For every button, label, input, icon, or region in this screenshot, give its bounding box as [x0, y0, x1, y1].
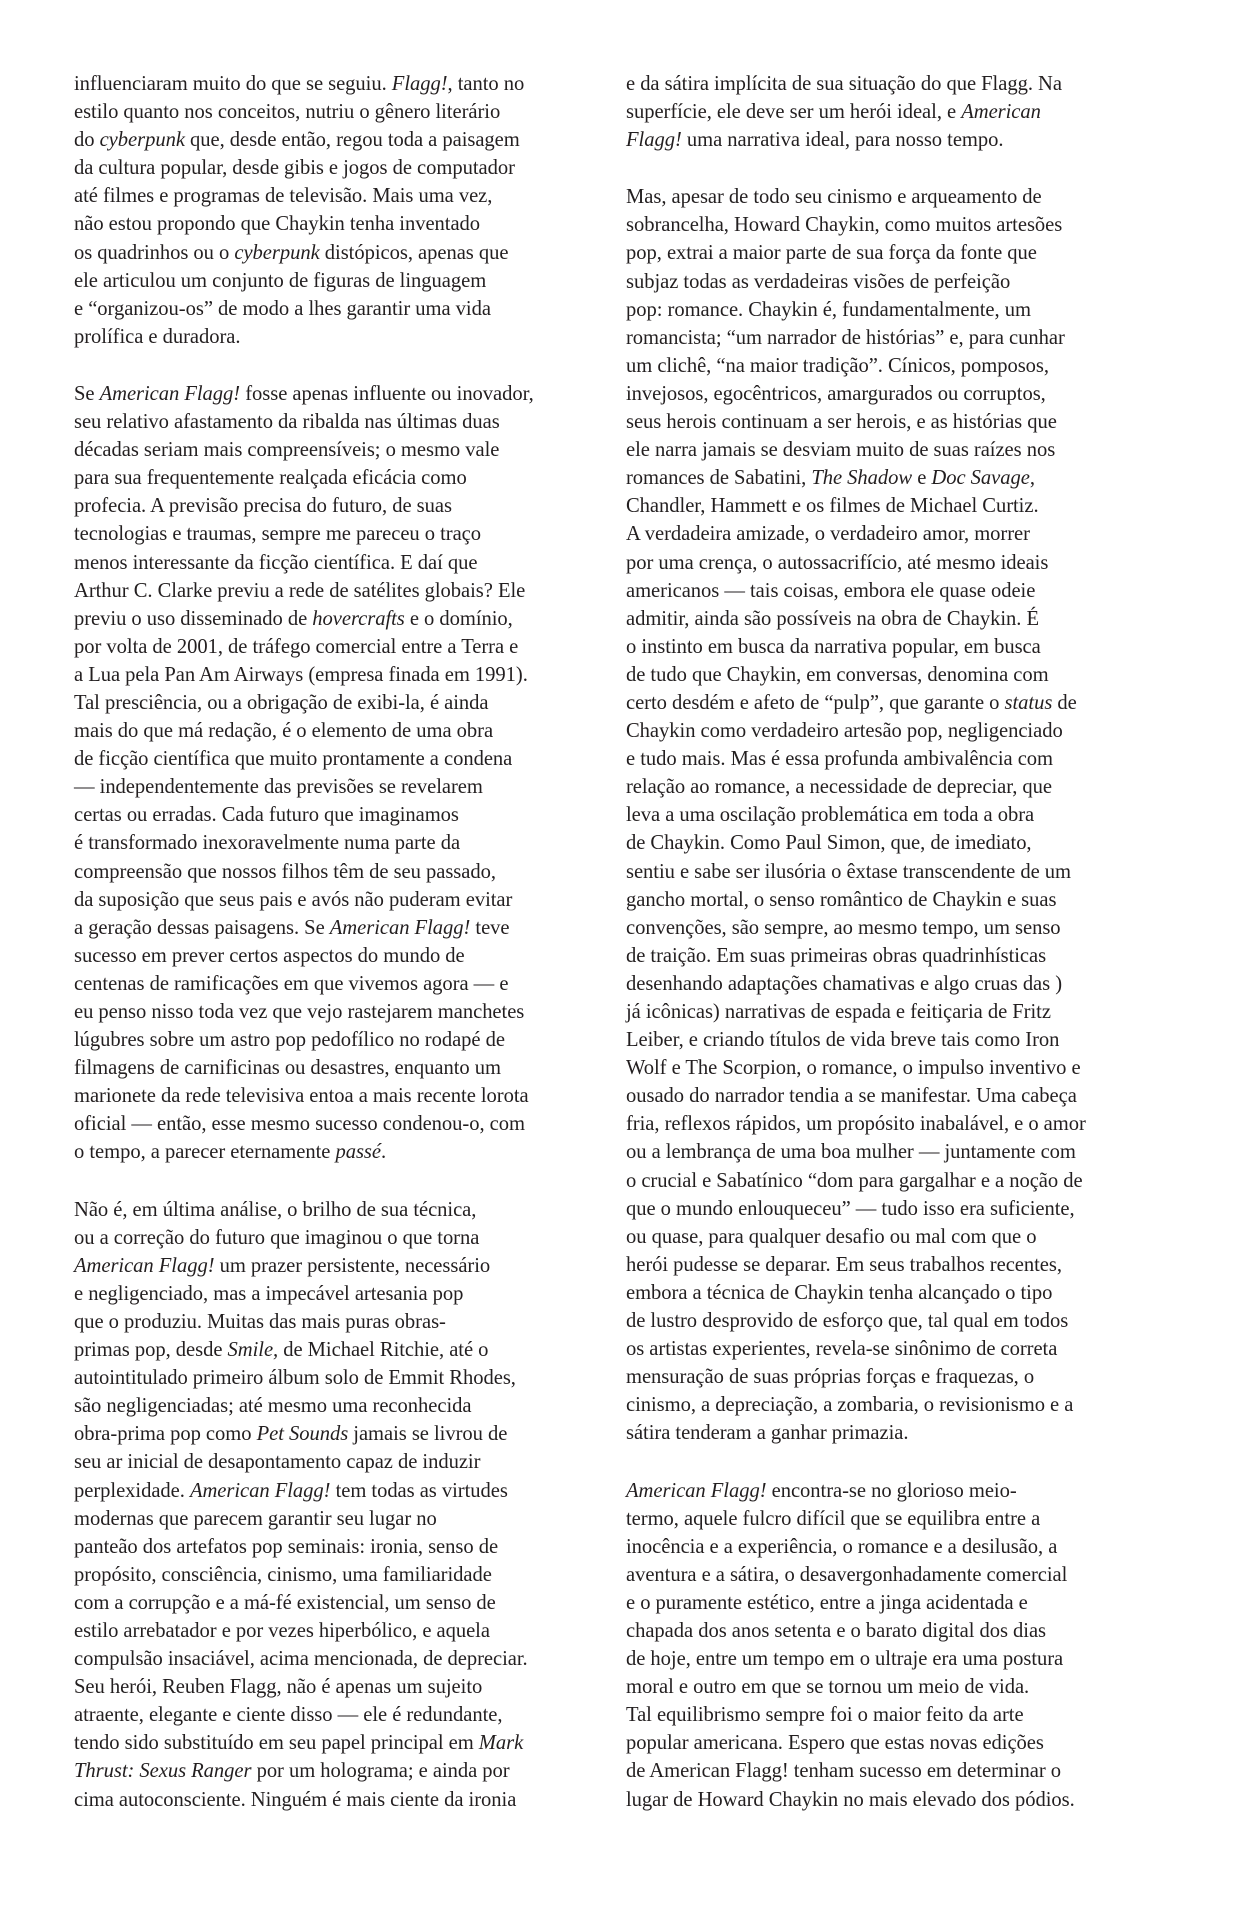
- text-line: de lustro desprovido de esforço que, tal qual em todos: [626, 1310, 1069, 1333]
- text-line: não estou propondo que Chaykin tenha inventado: [74, 213, 481, 236]
- paragraph-gap: [74, 1167, 629, 1196]
- text-line: modernas que parecem garantir seu lugar no: [74, 1507, 437, 1530]
- text-line: já icônicas) narrativas de espada e feitiçaria de Fritz: [626, 1001, 1051, 1023]
- text-line: da cultura popular, desde gibis e jogos de computador: [74, 157, 515, 180]
- text-line: fria, reflexos rápidos, um propósito inabalável, e o amor: [626, 1113, 1086, 1136]
- text-line: ou a correção do futuro que imaginou o que torna: [74, 1226, 480, 1249]
- text-line: ele articulou um conjunto de figuras de linguagem: [74, 269, 487, 292]
- text-line: invejosos, egocêntricos, amargurados ou corruptos,: [626, 382, 1046, 405]
- text-line: e o puramente estético, entre a jinga acidentada e: [626, 1591, 1028, 1614]
- text-line: compulsão insaciável, acima mencionada, de depreciar.: [74, 1648, 528, 1671]
- text-line: embora a técnica de Chaykin tenha alcançado o tipo: [626, 1281, 1053, 1304]
- text-line: mensuração de suas próprias forças e fraquezas, o: [626, 1366, 1035, 1389]
- text-line: pop: romance. Chaykin é, fundamentalmente, um: [626, 298, 1031, 321]
- text-line: cima autoconsciente. Ninguém é mais ciente da ironia: [74, 1788, 517, 1811]
- text-line: Seu herói, Reuben Flagg, não é apenas um sujeito: [74, 1676, 483, 1699]
- text-line: centenas de ramificações em que vivemos agora — e: [74, 972, 509, 995]
- text-line: o instinto em busca da narrativa popular, em busca: [626, 635, 1041, 658]
- text-line: são negligenciadas; até mesmo uma reconhecida: [74, 1395, 472, 1418]
- text-line: um clichê, “na maior tradição”. Cínicos, pomposos,: [626, 354, 1049, 377]
- text-line: os quadrinhos ou o cyberpunk distópicos, apenas que: [74, 241, 509, 264]
- text-line: chapada dos anos setenta e o barato digital dos dias: [626, 1619, 1047, 1642]
- text-line: — independentemente das previsões se revelarem: [74, 776, 483, 799]
- text-line: para sua frequentemente realçada eficácia como: [74, 467, 467, 490]
- text-line: perplexidade. American Flagg! tem todas as virtudes: [74, 1479, 508, 1502]
- text-line: eu penso nisso toda vez que vejo rastejarem manchetes: [74, 1001, 525, 1023]
- text-line: previu o uso disseminado de hovercrafts e o domínio,: [74, 607, 513, 630]
- text-line: Tal presciência, ou a obrigação de exibi-la, é ainda: [74, 691, 489, 714]
- text-line: que o produziu. Muitas das mais puras obras-: [74, 1310, 446, 1333]
- text-line: sentiu e sabe ser ilusória o êxtase transcendente de um: [626, 860, 1072, 883]
- text-line: lúgubres sobre um astro pop pedofílico no rodapé de: [74, 1029, 505, 1052]
- text-line: Arthur C. Clarke previu a rede de satélites globais? Ele: [74, 579, 526, 602]
- text-line: superfície, ele deve ser um herói ideal, e American: [626, 101, 1041, 124]
- text-line: por volta de 2001, de tráfego comercial entre a Terra e: [74, 635, 519, 658]
- text-line: panteão dos artefatos pop seminais: ironia, senso de: [74, 1535, 499, 1558]
- text-line: mais do que má redação, é o elemento de uma obra: [74, 720, 494, 743]
- text-line: de traição. Em suas primeiras obras quadrinhísticas: [626, 944, 1047, 967]
- text-line: relação ao romance, a necessidade de depreciar, que: [626, 776, 1052, 799]
- text-line: American Flagg! encontra-se no glorioso meio-: [626, 1479, 1017, 1502]
- text-line: de tudo que Chaykin, em conversas, denomina com: [626, 663, 1049, 686]
- text-line: por uma crença, o autossacrifício, até mesmo ideais: [626, 551, 1049, 574]
- text-line: sobrancelha, Howard Chaykin, como muitos artesões: [626, 214, 1063, 237]
- text-line: filmagens de carnificinas ou desastres, enquanto um: [74, 1057, 501, 1080]
- text-line: influenciaram muito do que se seguiu. Flagg!, tanto no: [74, 73, 525, 95]
- paragraph: [626, 70, 1181, 154]
- paragraph: [626, 1477, 1181, 1814]
- text-line: da suposição que seus pais e avós não puderam evitar: [74, 888, 513, 911]
- text-line: a Lua pela Pan Am Airways (empresa finada em 1991).: [74, 663, 528, 686]
- text-line: atraente, elegante e ciente disso — ele é redundante,: [74, 1704, 503, 1727]
- text-line: os artistas experientes, revela-se sinônimo de correta: [626, 1338, 1058, 1361]
- text-line: Mas, apesar de todo seu cinismo e arqueamento de: [626, 186, 1042, 209]
- text-line: estilo arrebatador e por vezes hiperbólico, e aquela: [74, 1619, 490, 1642]
- text-line: admitir, ainda são possíveis na obra de Chaykin. É: [626, 607, 1040, 630]
- text-line: obra-prima pop como Pet Sounds jamais se livrou de: [74, 1423, 508, 1446]
- left-text-column: [74, 70, 629, 1814]
- text-line: certas ou erradas. Cada futuro que imaginamos: [74, 804, 459, 827]
- text-line: Leiber, e criando títulos de vida breve tais como Iron: [626, 1029, 1060, 1052]
- text-line: e negligenciado, mas a impecável artesania pop: [74, 1282, 464, 1305]
- text-line: pop, extrai a maior parte de sua força da fonte que: [626, 242, 1037, 265]
- text-line: Wolf e The Scorpion, o romance, o impulso inventivo e: [626, 1057, 1081, 1080]
- text-line: e “organizou-os” de modo a lhes garantir uma vida: [74, 297, 491, 320]
- text-line: o tempo, a parecer eternamente passé.: [74, 1141, 387, 1164]
- text-line: marionete da rede televisiva entoa a mais recente lorota: [74, 1085, 529, 1108]
- text-line: americanos — tais coisas, embora ele quase odeie: [626, 579, 1036, 602]
- text-line: que o mundo enlouqueceu” — tudo isso era suficiente,: [626, 1197, 1075, 1220]
- text-line: desenhando adaptações chamativas e algo cruas das ): [626, 972, 1063, 995]
- text-line: Tal equilibrismo sempre foi o maior feito da arte: [626, 1704, 1024, 1727]
- text-line: prolífica e duradora.: [74, 325, 241, 348]
- text-line: tendo sido substituído em seu papel principal em Mark: [74, 1732, 524, 1755]
- text-line: romances de Sabatini, The Shadow e Doc Savage,: [626, 467, 1035, 490]
- text-line: Se American Flagg! fosse apenas influente ou inovador,: [74, 382, 534, 405]
- text-line: a geração dessas paisagens. Se American Flagg! teve: [74, 916, 510, 939]
- paragraph: [74, 1196, 629, 1814]
- text-line: profecia. A previsão precisa do futuro, de suas: [74, 495, 452, 518]
- text-line: e tudo mais. Mas é essa profunda ambivalência com: [626, 748, 1054, 771]
- paragraph-gap: [626, 154, 1181, 183]
- text-line: décadas seriam mais compreensíveis; o mesmo vale: [74, 439, 500, 462]
- text-line: ele narra jamais se desviam muito de suas raízes nos: [626, 439, 1056, 462]
- paragraph: [74, 70, 629, 351]
- text-line: lugar de Howard Chaykin no mais elevado dos pódios.: [626, 1788, 1075, 1811]
- paragraph: [74, 380, 629, 1167]
- text-line: oficial — então, esse mesmo sucesso condenou-o, com: [74, 1113, 525, 1136]
- text-line: o crucial e Sabatínico “dom para gargalhar e a noção de: [626, 1169, 1083, 1192]
- text-line: sátira tenderam a ganhar primazia.: [626, 1422, 909, 1445]
- text-line: de ficção científica que muito prontamente a condena: [74, 748, 513, 771]
- text-line: estilo quanto nos conceitos, nutriu o gênero literário: [74, 101, 501, 124]
- text-line: subjaz todas as verdadeiras visões de perfeição: [626, 270, 1011, 293]
- text-line: seu ar inicial de desapontamento capaz de induzir: [74, 1451, 481, 1474]
- text-line: certo desdém e afeto de “pulp”, que garante o status de: [626, 691, 1077, 714]
- text-line: e da sátira implícita de sua situação do que Flagg. Na: [626, 73, 1062, 95]
- text-line: de hoje, entre um tempo em o ultraje era uma postura: [626, 1648, 1064, 1671]
- text-line: autointitulado primeiro álbum solo de Emmit Rhodes,: [74, 1367, 516, 1390]
- text-line: cinismo, a depreciação, a zombaria, o revisionismo e a: [626, 1394, 1074, 1417]
- text-line: Flagg! uma narrativa ideal, para nosso tempo.: [626, 129, 1004, 152]
- text-line: ou quase, para qualquer desafio ou mal com que o: [626, 1225, 1037, 1248]
- text-line: gancho mortal, o senso romântico de Chaykin e suas: [626, 888, 1057, 911]
- text-line: primas pop, desde Smile, de Michael Ritchie, até o: [74, 1339, 489, 1362]
- right-text-column: [626, 70, 1181, 1814]
- text-line: até filmes e programas de televisão. Mais uma vez,: [74, 185, 493, 208]
- text-line: aventura e a sátira, o desavergonhadamente comercial: [626, 1563, 1068, 1586]
- text-line: Chaykin como verdadeiro artesão pop, negligenciado: [626, 720, 1063, 743]
- text-line: com a corrupção e a má-fé existencial, um senso de: [74, 1591, 496, 1614]
- text-line: é transformado inexoravelmente numa parte da: [74, 832, 461, 855]
- text-line: popular americana. Espero que estas novas edições: [626, 1732, 1044, 1755]
- text-line: ou a lembrança de uma boa mulher — juntamente com: [626, 1141, 1076, 1164]
- text-line: convenções, são sempre, ao mesmo tempo, um senso: [626, 916, 1061, 939]
- text-line: leva a uma oscilação problemática em toda a obra: [626, 804, 1035, 827]
- text-line: termo, aquele fulcro difícil que se equilibra entre a: [626, 1507, 1041, 1530]
- text-line: tecnologias e traumas, sempre me pareceu o traço: [74, 523, 482, 546]
- text-line: compreensão que nossos filhos têm de seu passado,: [74, 860, 496, 883]
- text-line: romancista; “um narrador de histórias” e, para cunhar: [626, 326, 1065, 349]
- paragraph-gap: [626, 1448, 1181, 1477]
- text-line: do cyberpunk que, desde então, regou toda a paisagem: [74, 129, 520, 152]
- text-line: seu relativo afastamento da ribalda nas últimas duas: [74, 411, 500, 434]
- text-line: de American Flagg! tenham sucesso em determinar o: [626, 1760, 1062, 1783]
- text-line: herói pudesse se deparar. Em seus trabalhos recentes,: [626, 1253, 1062, 1276]
- text-line: Thrust: Sexus Ranger por um holograma; e ainda por: [74, 1760, 510, 1783]
- text-line: Chandler, Hammett e os filmes de Michael Curtiz.: [626, 495, 1039, 518]
- text-line: seus herois continuam a ser herois, e as histórias que: [626, 411, 1057, 434]
- text-line: sucesso em prever certos aspectos do mundo de: [74, 944, 465, 967]
- paragraph: [626, 183, 1181, 1447]
- text-line: A verdadeira amizade, o verdadeiro amor, morrer: [626, 523, 1030, 546]
- text-line: menos interessante da ficção científica. E daí que: [74, 551, 478, 574]
- text-line: de Chaykin. Como Paul Simon, que, de imediato,: [626, 832, 1032, 855]
- paragraph-gap: [74, 351, 629, 380]
- text-line: ousado do narrador tendia a se manifestar. Uma cabeça: [626, 1085, 1077, 1108]
- text-line: inocência e a experiência, o romance e a desilusão, a: [626, 1535, 1058, 1558]
- text-line: moral e outro em que se tornou um meio de vida.: [626, 1676, 1030, 1699]
- text-line: propósito, consciência, cinismo, uma familiaridade: [74, 1563, 492, 1586]
- text-line: American Flagg! um prazer persistente, necessário: [74, 1254, 491, 1277]
- text-line: Não é, em última análise, o brilho de sua técnica,: [74, 1198, 477, 1221]
